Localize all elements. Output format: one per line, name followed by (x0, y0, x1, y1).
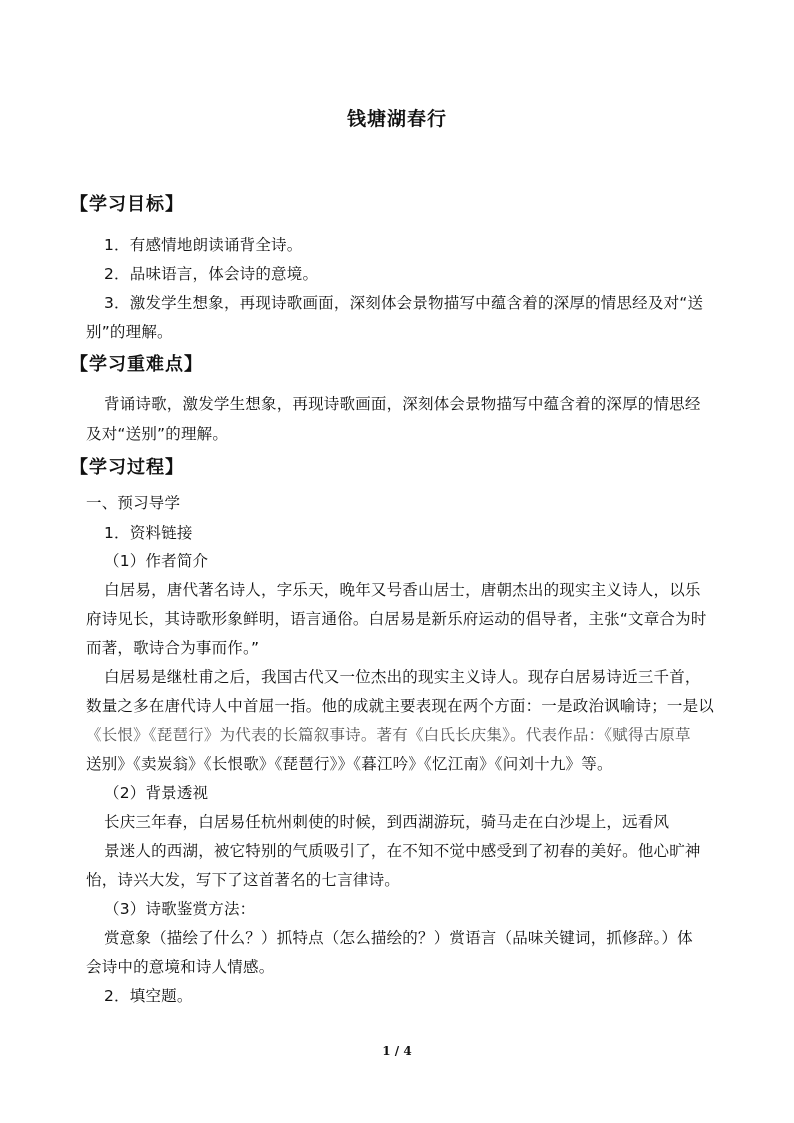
paragraph-line: 怡，诗兴大发，写下了这首著名的七言律诗。 (86, 871, 401, 889)
sub-heading: （2）背景透视 (104, 784, 209, 802)
heading-objectives: 【学习目标】 (70, 194, 184, 215)
item-heading: 1．资料链接 (104, 524, 193, 542)
page-title: 钱塘湖春行 (346, 108, 447, 130)
paragraph-line: 白居易是继杜甫之后，我国古代又一位杰出的现实主义诗人。现存白居易诗近三千首， (104, 668, 701, 686)
key-point-line: 及对“送别”的理解。 (86, 425, 229, 443)
paragraph-line: 赏意象（描绘了什么？）抓特点（怎么描绘的？）赏语言（品味关键词，抓修辞。）体 (104, 929, 693, 947)
page-number: 1 / 4 (382, 1044, 412, 1058)
objective-line: 别”的理解。 (86, 323, 173, 341)
objective-line: 1．有感情地朗读诵背全诗。 (104, 236, 303, 254)
paragraph-line: 长庆三年春，白居易任杭州刺使的时候，到西湖游玩，骑马走在白沙堤上，远看风 (104, 813, 670, 831)
paragraph-line: 会诗中的意境和诗人情感。 (86, 958, 275, 976)
item-heading: 2．填空题。 (104, 987, 193, 1005)
objective-line: 3．激发学生想象，再现诗歌画面，深刻体会景物描写中蕴含着的深厚的情思经及对“送 (104, 294, 704, 312)
paragraph-line: 《长恨》《琵琶行》为代表的长篇叙事诗。著有《白氏长庆集》。代表作品：《赋得古原草 (86, 726, 691, 744)
sub-heading: （3）诗歌鉴赏方法： (104, 900, 256, 918)
paragraph-line: 而著，歌诗合为事而作。” (86, 639, 260, 657)
heading-key-points: 【学习重难点】 (70, 354, 203, 375)
sub-heading: （1）作者简介 (104, 552, 209, 570)
paragraph-line: 数量之多在唐代诗人中首屈一指。他的成就主要表现在两个方面：一是政治讽喻诗；一是以 (86, 697, 715, 715)
paragraph-line: 景迷人的西湖，被它特别的气质吸引了，在不知不觉中感受到了初春的美好。他心旷神 (104, 842, 701, 860)
paragraph-line: 白居易，唐代著名诗人，字乐天，晚年又号香山居士，唐朝杰出的现实主义诗人，以乐 (104, 581, 701, 599)
key-point-line: 背诵诗歌，激发学生想象，再现诗歌画面，深刻体会景物描写中蕴含着的深厚的情思经 (104, 395, 701, 413)
heading-process: 【学习过程】 (70, 457, 184, 478)
paragraph-line: 送别》《卖炭翁》《长恨歌》《琵琶行》》《暮江吟》《忆江南》《问刘十九》等。 (86, 755, 613, 773)
paragraph-line: 府诗见长，其诗歌形象鲜明，语言通俗。白居易是新乐府运动的倡导者，主张“文章合为时 (86, 610, 707, 628)
objective-line: 2．品味语言，体会诗的意境。 (104, 265, 319, 283)
section-heading: 一、预习导学 (86, 494, 181, 512)
